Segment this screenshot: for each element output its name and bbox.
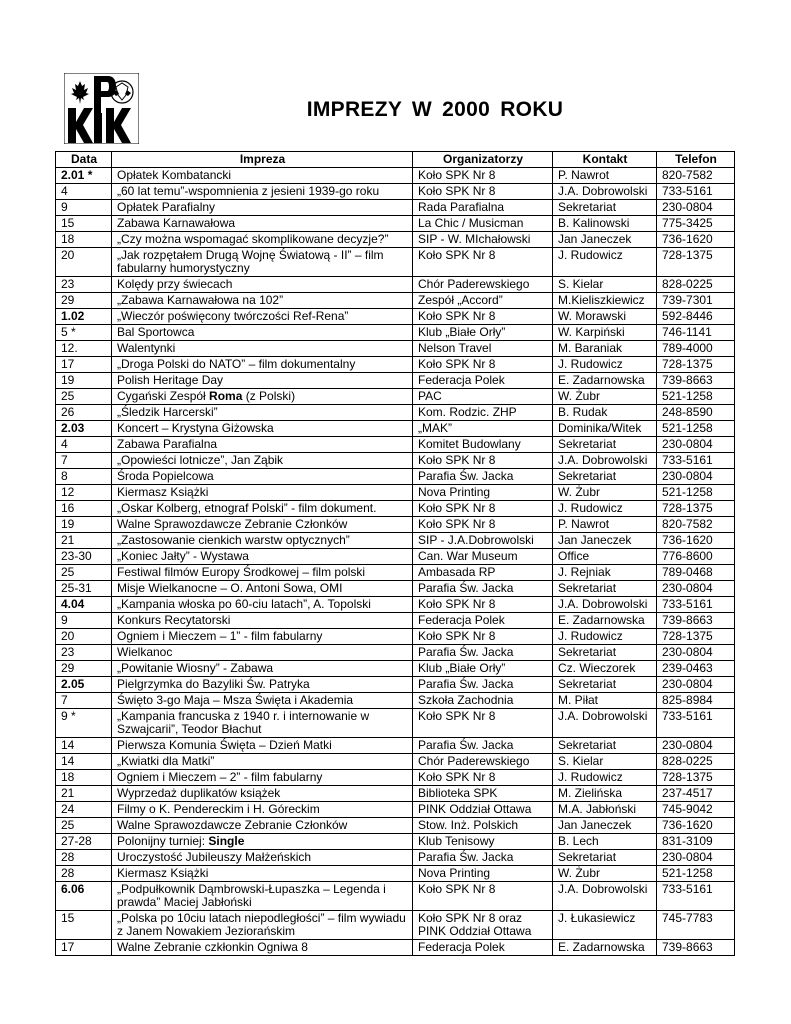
organizer-cell: Federacja Polek xyxy=(413,940,553,956)
organizer-cell: Parafia Św. Jacka xyxy=(413,850,553,866)
date-cell: 4 xyxy=(56,184,112,200)
column-header-phone: Telefon xyxy=(657,152,735,168)
contact-cell: J. Rudowicz xyxy=(553,248,657,277)
phone-cell: 739-7301 xyxy=(657,293,735,309)
table-row xyxy=(56,437,735,453)
contact-cell: B. Kalinowski xyxy=(553,216,657,232)
organizer-cell: Can. War Museum xyxy=(413,549,553,565)
event-cell: Kiermasz Książki xyxy=(112,866,413,882)
contact-cell: W. Żubr xyxy=(553,389,657,405)
date-cell: 4.04 xyxy=(56,597,112,613)
date-cell: 27-28 xyxy=(56,834,112,850)
organizer-cell: Federacja Polek xyxy=(413,613,553,629)
contact-cell: E. Zadarnowska xyxy=(553,613,657,629)
phone-cell: 521-1258 xyxy=(657,421,735,437)
organizer-cell: La Chic / Musicman xyxy=(413,216,553,232)
contact-cell: E. Zadarnowska xyxy=(553,940,657,956)
date-cell: 4 xyxy=(56,437,112,453)
phone-cell: 521-1258 xyxy=(657,866,735,882)
phone-cell: 745-9042 xyxy=(657,802,735,818)
event-cell: „Podpułkownik Dąmbrowski-Łupaszka – Legenda i prawda” Maciej Jabłoński xyxy=(112,882,413,911)
date-cell: 8 xyxy=(56,469,112,485)
column-header-contact: Kontakt xyxy=(553,152,657,168)
organizer-cell: SIP - J.A.Dobrowolski xyxy=(413,533,553,549)
table-row xyxy=(56,581,735,597)
event-cell: Walne Sprawozdawcze Zebranie Członków xyxy=(112,818,413,834)
organizer-cell: Parafia Św. Jacka xyxy=(413,581,553,597)
phone-cell: 736-1620 xyxy=(657,533,735,549)
organizer-cell: Federacja Polek xyxy=(413,373,553,389)
table-row xyxy=(56,309,735,325)
contact-cell: J. Rudowicz xyxy=(553,629,657,645)
event-cell: Filmy o K. Pendereckim i H. Góreckim xyxy=(112,802,413,818)
table-row xyxy=(56,738,735,754)
contact-cell: Office xyxy=(553,549,657,565)
date-cell: 2.05 xyxy=(56,677,112,693)
organizer-cell: Koło SPK Nr 8 xyxy=(413,309,553,325)
phone-cell: 828-0225 xyxy=(657,754,735,770)
table-row xyxy=(56,325,735,341)
table-row xyxy=(56,248,735,277)
table-row xyxy=(56,770,735,786)
contact-cell: Sekretariat xyxy=(553,581,657,597)
organizer-cell: PINK Oddział Ottawa xyxy=(413,802,553,818)
table-row xyxy=(56,677,735,693)
table-row xyxy=(56,882,735,911)
contact-cell: P. Nawrot xyxy=(553,168,657,184)
date-cell: 18 xyxy=(56,232,112,248)
phone-cell: 230-0804 xyxy=(657,469,735,485)
table-row xyxy=(56,834,735,850)
phone-cell: 746-1141 xyxy=(657,325,735,341)
table-row xyxy=(56,453,735,469)
phone-cell: 230-0804 xyxy=(657,645,735,661)
phone-cell: 230-0804 xyxy=(657,200,735,216)
event-cell: Kolędy przy świecach xyxy=(112,277,413,293)
contact-cell: J.A. Dobrowolski xyxy=(553,597,657,613)
date-cell: 29 xyxy=(56,661,112,677)
phone-cell: 728-1375 xyxy=(657,248,735,277)
organizer-cell: Zespół „Accord” xyxy=(413,293,553,309)
contact-cell: M. Zielińska xyxy=(553,786,657,802)
event-cell: Festiwal filmów Europy Środkowej – film polski xyxy=(112,565,413,581)
date-cell: 1.02 xyxy=(56,309,112,325)
phone-cell: 733-5161 xyxy=(657,882,735,911)
date-cell: 12. xyxy=(56,341,112,357)
phone-cell: 230-0804 xyxy=(657,850,735,866)
organizer-cell: Szkoła Zachodnia xyxy=(413,693,553,709)
contact-cell: J. Rudowicz xyxy=(553,357,657,373)
phone-cell: 733-5161 xyxy=(657,453,735,469)
date-cell: 29 xyxy=(56,293,112,309)
organizer-cell: Klub Tenisowy xyxy=(413,834,553,850)
phone-cell: 728-1375 xyxy=(657,629,735,645)
table-row xyxy=(56,501,735,517)
date-cell: 20 xyxy=(56,248,112,277)
event-cell: Opłatek Kombatancki xyxy=(112,168,413,184)
contact-cell: J.A. Dobrowolski xyxy=(553,709,657,738)
organizer-cell: Chór Paderewskiego xyxy=(413,277,553,293)
organizer-cell: Rada Parafialna xyxy=(413,200,553,216)
table-row xyxy=(56,421,735,437)
event-cell: „60 lat temu”-wspomnienia z jesieni 1939-go roku xyxy=(112,184,413,200)
event-cell: „Powitanie Wiosny” - Zabawa xyxy=(112,661,413,677)
column-header-date: Data xyxy=(56,152,112,168)
table-row xyxy=(56,517,735,533)
table-header-row xyxy=(56,152,735,168)
organizer-cell: Nova Printing xyxy=(413,866,553,882)
date-cell: 7 xyxy=(56,453,112,469)
date-cell: 28 xyxy=(56,866,112,882)
date-cell: 24 xyxy=(56,802,112,818)
phone-cell: 820-7582 xyxy=(657,517,735,533)
date-cell: 17 xyxy=(56,357,112,373)
organizer-cell: Koło SPK Nr 8 xyxy=(413,248,553,277)
organizer-cell: Parafia Św. Jacka xyxy=(413,677,553,693)
event-cell: Opłatek Parafialny xyxy=(112,200,413,216)
date-cell: 25-31 xyxy=(56,581,112,597)
event-cell: „Jak rozpętałem Drugą Wojnę Światową - II” – film fabularny humorystyczny xyxy=(112,248,413,277)
organizer-cell: Nelson Travel xyxy=(413,341,553,357)
organizer-cell: Parafia Św. Jacka xyxy=(413,469,553,485)
event-cell: „Droga Polski do NATO” – film dokumentalny xyxy=(112,357,413,373)
contact-cell: Dominika/Witek xyxy=(553,421,657,437)
table-row xyxy=(56,866,735,882)
table-row xyxy=(56,200,735,216)
phone-cell: 831-3109 xyxy=(657,834,735,850)
phone-cell: 828-0225 xyxy=(657,277,735,293)
organizer-cell: „MAK” xyxy=(413,421,553,437)
table-row xyxy=(56,818,735,834)
column-header-event: Impreza xyxy=(112,152,413,168)
table-row xyxy=(56,549,735,565)
table-row xyxy=(56,613,735,629)
event-cell: „Zastosowanie cienkich warstw optycznych” xyxy=(112,533,413,549)
table-row xyxy=(56,373,735,389)
date-cell: 17 xyxy=(56,940,112,956)
phone-cell: 733-5161 xyxy=(657,597,735,613)
contact-cell: Sekretariat xyxy=(553,850,657,866)
emphasized-text: Single xyxy=(208,834,245,848)
organizer-cell: Koło SPK Nr 8 xyxy=(413,709,553,738)
table-row xyxy=(56,802,735,818)
event-cell: Pielgrzymka do Bazyliki Św. Patryka xyxy=(112,677,413,693)
date-cell: 28 xyxy=(56,850,112,866)
event-cell: Bal Sportowca xyxy=(112,325,413,341)
table-row xyxy=(56,661,735,677)
phone-cell: 789-0468 xyxy=(657,565,735,581)
phone-cell: 230-0804 xyxy=(657,437,735,453)
phone-cell: 230-0804 xyxy=(657,581,735,597)
contact-cell: M.A. Jabłoński xyxy=(553,802,657,818)
organizer-cell: Kom. Rodzic. ZHP xyxy=(413,405,553,421)
event-cell: Ogniem i Mieczem – 2” - film fabularny xyxy=(112,770,413,786)
table-row xyxy=(56,405,735,421)
event-cell: „Polska po 10ciu latach niepodległości” – film wywiadu z Janem Nowakiem Jeziorańskim xyxy=(112,911,413,940)
table-row xyxy=(56,357,735,373)
contact-cell: J.A. Dobrowolski xyxy=(553,184,657,200)
phone-cell: 728-1375 xyxy=(657,357,735,373)
organizer-cell: Koło SPK Nr 8 xyxy=(413,184,553,200)
phone-cell: 521-1258 xyxy=(657,485,735,501)
organizer-cell: PAC xyxy=(413,389,553,405)
phone-cell: 521-1258 xyxy=(657,389,735,405)
events-table xyxy=(55,151,735,956)
event-cell: Walne Zebranie czkłonkin Ogniwa 8 xyxy=(112,940,413,956)
contact-cell: P. Nawrot xyxy=(553,517,657,533)
contact-cell: J.A. Dobrowolski xyxy=(553,882,657,911)
page-title: IMPREZY W 2000 ROKU xyxy=(306,98,564,121)
table-row xyxy=(56,232,735,248)
contact-cell: M. Baraniak xyxy=(553,341,657,357)
phone-cell: 789-4000 xyxy=(657,341,735,357)
event-cell: Cygański Zespół Roma (z Polski) xyxy=(112,389,413,405)
contact-cell: S. Kielar xyxy=(553,754,657,770)
phone-cell: 728-1375 xyxy=(657,770,735,786)
contact-cell: M.Kieliszkiewicz xyxy=(553,293,657,309)
organizer-cell: Stow. Inż. Polskich xyxy=(413,818,553,834)
phone-cell: 776-8600 xyxy=(657,549,735,565)
phone-cell: 239-0463 xyxy=(657,661,735,677)
date-cell: 21 xyxy=(56,786,112,802)
event-cell: Wyprzedaż duplikatów książek xyxy=(112,786,413,802)
contact-cell: J.A. Dobrowolski xyxy=(553,453,657,469)
contact-cell: E. Zadarnowska xyxy=(553,373,657,389)
organizer-cell: Koło SPK Nr 8 oraz PINK Oddział Ottawa xyxy=(413,911,553,940)
organizer-cell: Koło SPK Nr 8 xyxy=(413,597,553,613)
event-cell: „Czy można wspomagać skomplikowane decyzje?” xyxy=(112,232,413,248)
event-cell: Środa Popielcowa xyxy=(112,469,413,485)
date-cell: 25 xyxy=(56,565,112,581)
date-cell: 9 * xyxy=(56,709,112,738)
event-cell: Pierwsza Komunia Święta – Dzień Matki xyxy=(112,738,413,754)
table-row xyxy=(56,693,735,709)
date-cell: 26 xyxy=(56,405,112,421)
contact-cell: Sekretariat xyxy=(553,645,657,661)
contact-cell: B. Rudak xyxy=(553,405,657,421)
date-cell: 23-30 xyxy=(56,549,112,565)
phone-cell: 733-5161 xyxy=(657,709,735,738)
phone-cell: 825-8984 xyxy=(657,693,735,709)
table-row xyxy=(56,597,735,613)
table-row xyxy=(56,645,735,661)
table-row xyxy=(56,754,735,770)
date-cell: 9 xyxy=(56,200,112,216)
phone-cell: 739-8663 xyxy=(657,373,735,389)
phone-cell: 237-4517 xyxy=(657,786,735,802)
table-row xyxy=(56,709,735,738)
contact-cell: W. Karpiński xyxy=(553,325,657,341)
event-cell: Kiermasz Książki xyxy=(112,485,413,501)
date-cell: 19 xyxy=(56,517,112,533)
event-cell: Ogniem i Mieczem – 1” - film fabularny xyxy=(112,629,413,645)
event-cell: Koncert – Krystyna Giżowska xyxy=(112,421,413,437)
date-cell: 15 xyxy=(56,216,112,232)
table-row xyxy=(56,216,735,232)
table-row xyxy=(56,940,735,956)
contact-cell: Jan Janeczek xyxy=(553,818,657,834)
date-cell: 2.01 * xyxy=(56,168,112,184)
organizer-cell: Koło SPK Nr 8 xyxy=(413,168,553,184)
event-cell: Święto 3-go Maja – Msza Święta i Akademia xyxy=(112,693,413,709)
contact-cell: W. Żubr xyxy=(553,866,657,882)
event-cell: „Zabawa Karnawałowa na 102” xyxy=(112,293,413,309)
table-row xyxy=(56,184,735,200)
event-cell: „Oskar Kolberg, etnograf Polski” - film dokument. xyxy=(112,501,413,517)
event-cell: Wielkanoc xyxy=(112,645,413,661)
table-row xyxy=(56,533,735,549)
event-cell: Zabawa Parafialna xyxy=(112,437,413,453)
organizer-cell: Parafia Św. Jacka xyxy=(413,645,553,661)
event-cell: „Wieczór poświęcony twórczości Ref-Rena” xyxy=(112,309,413,325)
phone-cell: 736-1620 xyxy=(657,232,735,248)
organizer-cell: SIP - W. MIchałowski xyxy=(413,232,553,248)
organizer-cell: Koło SPK Nr 8 xyxy=(413,770,553,786)
phone-cell: 736-1620 xyxy=(657,818,735,834)
table-row xyxy=(56,629,735,645)
phone-cell: 745-7783 xyxy=(657,911,735,940)
table-row xyxy=(56,277,735,293)
table-row xyxy=(56,389,735,405)
organizer-cell: Ambasada RP xyxy=(413,565,553,581)
contact-cell: J. Łukasiewicz xyxy=(553,911,657,940)
date-cell: 9 xyxy=(56,613,112,629)
date-cell: 6.06 xyxy=(56,882,112,911)
date-cell: 21 xyxy=(56,533,112,549)
event-cell: Walentynki xyxy=(112,341,413,357)
date-cell: 25 xyxy=(56,389,112,405)
contact-cell: Jan Janeczek xyxy=(553,533,657,549)
contact-cell: W. Morawski xyxy=(553,309,657,325)
event-cell: Walne Sprawozdawcze Zebranie Członków xyxy=(112,517,413,533)
event-cell: „Kampania francuska z 1940 r. i internowanie w Szwajcarii”, Teodor Błachut xyxy=(112,709,413,738)
date-cell: 23 xyxy=(56,645,112,661)
contact-cell: W. Żubr xyxy=(553,485,657,501)
date-cell: 2.03 xyxy=(56,421,112,437)
date-cell: 5 * xyxy=(56,325,112,341)
contact-cell: J. Rudowicz xyxy=(553,501,657,517)
organizer-cell: Chór Paderewskiego xyxy=(413,754,553,770)
contact-cell: J. Rudowicz xyxy=(553,770,657,786)
contact-cell: Jan Janeczek xyxy=(553,232,657,248)
organizer-cell: Koło SPK Nr 8 xyxy=(413,357,553,373)
contact-cell: B. Lech xyxy=(553,834,657,850)
contact-cell: M. Piłat xyxy=(553,693,657,709)
table-row xyxy=(56,565,735,581)
date-cell: 18 xyxy=(56,770,112,786)
contact-cell: J. Rejniak xyxy=(553,565,657,581)
organizer-cell: Klub „Białe Orły” xyxy=(413,325,553,341)
event-cell: „Kwiatki dla Matki” xyxy=(112,754,413,770)
phone-cell: 592-8446 xyxy=(657,309,735,325)
table-row xyxy=(56,911,735,940)
date-cell: 16 xyxy=(56,501,112,517)
phone-cell: 230-0804 xyxy=(657,677,735,693)
event-cell: Polish Heritage Day xyxy=(112,373,413,389)
table-row xyxy=(56,168,735,184)
contact-cell: Sekretariat xyxy=(553,677,657,693)
organizer-cell: Koło SPK Nr 8 xyxy=(413,882,553,911)
table-row xyxy=(56,485,735,501)
phone-cell: 733-5161 xyxy=(657,184,735,200)
organizer-cell: Koło SPK Nr 8 xyxy=(413,629,553,645)
organizer-cell: Koło SPK Nr 8 xyxy=(413,517,553,533)
date-cell: 23 xyxy=(56,277,112,293)
table-row xyxy=(56,786,735,802)
date-cell: 12 xyxy=(56,485,112,501)
column-header-organizers: Organizatorzy xyxy=(413,152,553,168)
emphasized-text: Roma xyxy=(209,389,243,403)
phone-cell: 230-0804 xyxy=(657,738,735,754)
contact-cell: Sekretariat xyxy=(553,738,657,754)
phone-cell: 728-1375 xyxy=(657,501,735,517)
event-cell: Polonijny turniej: Single xyxy=(112,834,413,850)
event-cell: „Opowieści lotnicze”, Jan Ząbik xyxy=(112,453,413,469)
contact-cell: Sekretariat xyxy=(553,200,657,216)
organizer-cell: Biblioteka SPK xyxy=(413,786,553,802)
date-cell: 14 xyxy=(56,738,112,754)
event-cell: „Śledzik Harcerski” xyxy=(112,405,413,421)
phone-cell: 775-3425 xyxy=(657,216,735,232)
date-cell: 20 xyxy=(56,629,112,645)
table-row xyxy=(56,293,735,309)
organizer-cell: Komitet Budowlany xyxy=(413,437,553,453)
contact-cell: Cz. Wieczorek xyxy=(553,661,657,677)
event-cell: „Koniec Jałty” - Wystawa xyxy=(112,549,413,565)
phone-cell: 248-8590 xyxy=(657,405,735,421)
contact-cell: S. Kielar xyxy=(553,277,657,293)
event-cell: Konkurs Recytatorski xyxy=(112,613,413,629)
event-cell: Zabawa Karnawałowa xyxy=(112,216,413,232)
date-cell: 14 xyxy=(56,754,112,770)
table-row xyxy=(56,850,735,866)
date-cell: 15 xyxy=(56,911,112,940)
contact-cell: Sekretariat xyxy=(553,469,657,485)
contact-cell: Sekretariat xyxy=(553,437,657,453)
date-cell: 19 xyxy=(56,373,112,389)
phone-cell: 739-8663 xyxy=(657,613,735,629)
date-cell: 25 xyxy=(56,818,112,834)
phone-cell: 820-7582 xyxy=(657,168,735,184)
organizer-cell: Nova Printing xyxy=(413,485,553,501)
organizer-cell: Koło SPK Nr 8 xyxy=(413,453,553,469)
event-cell: Misje Wielkanocne – O. Antoni Sowa, OMI xyxy=(112,581,413,597)
table-row xyxy=(56,341,735,357)
table-body xyxy=(56,168,735,956)
organizer-cell: Koło SPK Nr 8 xyxy=(413,501,553,517)
organizer-cell: Klub „Białe Orły” xyxy=(413,661,553,677)
organizer-cell: Parafia Św. Jacka xyxy=(413,738,553,754)
event-cell: „Kampania włoska po 60-ciu latach”, A. Topolski xyxy=(112,597,413,613)
table-row xyxy=(56,469,735,485)
phone-cell: 739-8663 xyxy=(657,940,735,956)
event-cell: Uroczystość Jubileuszy Małżeńskich xyxy=(112,850,413,866)
date-cell: 7 xyxy=(56,693,112,709)
